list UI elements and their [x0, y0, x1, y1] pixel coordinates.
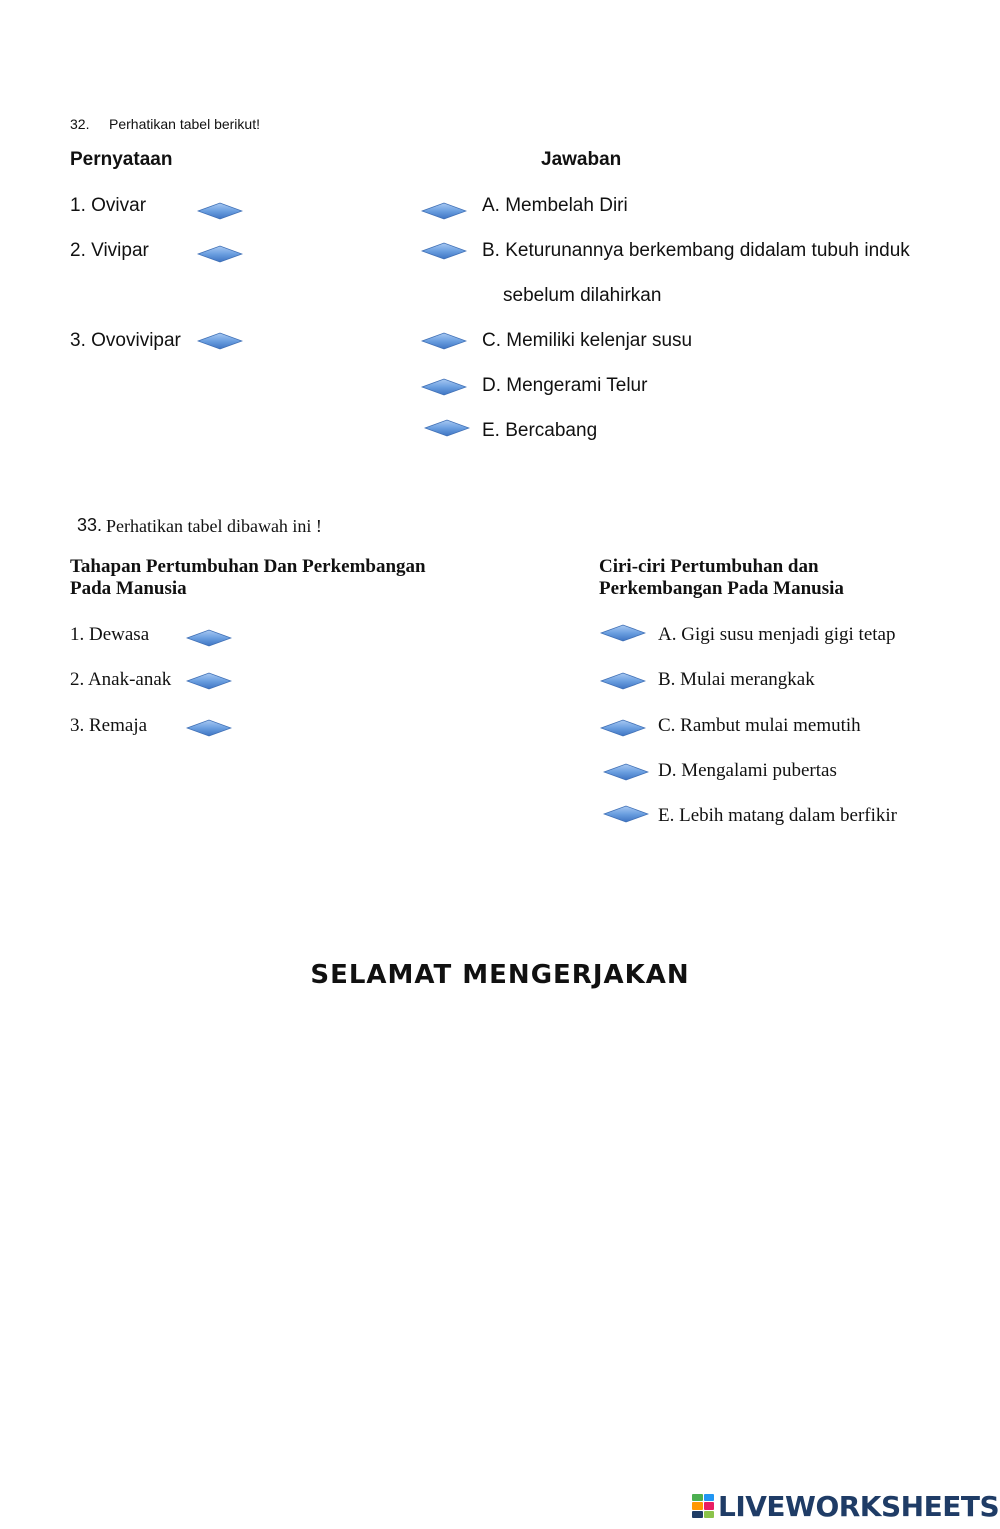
question-32-prompt: Perhatikan tabel berikut!	[109, 116, 260, 132]
trait-item: D. Mengalami pubertas	[658, 760, 837, 781]
trait-item: E. Lebih matang dalam berfikir	[658, 805, 897, 826]
brand-name: LIVEWORKSHEETS	[718, 1489, 1000, 1523]
diamond-connector-icon[interactable]	[186, 629, 232, 647]
trait-item: A. Gigi susu menjadi gigi tetap	[658, 624, 896, 645]
statement-item: 1. Ovivar	[70, 195, 147, 216]
diamond-connector-icon[interactable]	[186, 672, 232, 690]
answer-item-continuation: sebelum dilahirkan	[503, 285, 662, 306]
liveworksheets-logo-icon	[692, 1494, 714, 1518]
diamond-connector-icon[interactable]	[421, 242, 467, 260]
answer-item: E. Bercabang	[482, 420, 598, 441]
diamond-connector-icon[interactable]	[197, 202, 243, 220]
statement-column-header: Pernyataan	[70, 149, 173, 170]
statement-item: 2. Vivipar	[70, 240, 149, 261]
question-33-number: 33.	[77, 515, 103, 535]
stage-item: 3. Remaja	[70, 715, 148, 736]
diamond-connector-icon[interactable]	[186, 719, 232, 737]
answer-column-header: Jawaban	[541, 149, 622, 170]
diamond-connector-icon[interactable]	[424, 419, 470, 437]
closing-message: SELAMAT MENGERJAKAN	[310, 960, 690, 990]
diamond-connector-icon[interactable]	[600, 624, 646, 642]
diamond-connector-icon[interactable]	[600, 672, 646, 690]
trait-column-header: Ciri-ciri Pertumbuhan dan Perkembangan Pada Manusia	[599, 556, 844, 599]
stage-item: 1. Dewasa	[70, 624, 150, 645]
diamond-connector-icon[interactable]	[603, 805, 649, 823]
question-33-prompt: Perhatikan tabel dibawah ini !	[106, 516, 322, 536]
diamond-connector-icon[interactable]	[603, 763, 649, 781]
stage-column-header: Tahapan Pertumbuhan Dan Perkembangan Pada Manusia	[70, 556, 426, 599]
brand-logo	[692, 1489, 999, 1523]
diamond-connector-icon[interactable]	[421, 332, 467, 350]
diamond-connector-icon[interactable]	[600, 719, 646, 737]
diamond-connector-icon[interactable]	[421, 202, 467, 220]
stage-item: 2. Anak-anak	[70, 669, 172, 690]
diamond-connector-icon[interactable]	[197, 332, 243, 350]
diamond-connector-icon[interactable]	[197, 245, 243, 263]
statement-item: 3. Ovovivipar	[70, 330, 181, 351]
question-32-number: 32.	[70, 116, 90, 132]
diamond-connector-icon[interactable]	[421, 378, 467, 396]
answer-item: B. Keturunannya berkembang didalam tubuh induk	[482, 240, 910, 261]
answer-item: D. Mengerami Telur	[482, 375, 648, 396]
trait-item: C. Rambut mulai memutih	[658, 715, 861, 736]
answer-item: C. Memiliki kelenjar susu	[482, 330, 693, 351]
trait-item: B. Mulai merangkak	[658, 669, 815, 690]
answer-item: A. Membelah Diri	[482, 195, 628, 216]
